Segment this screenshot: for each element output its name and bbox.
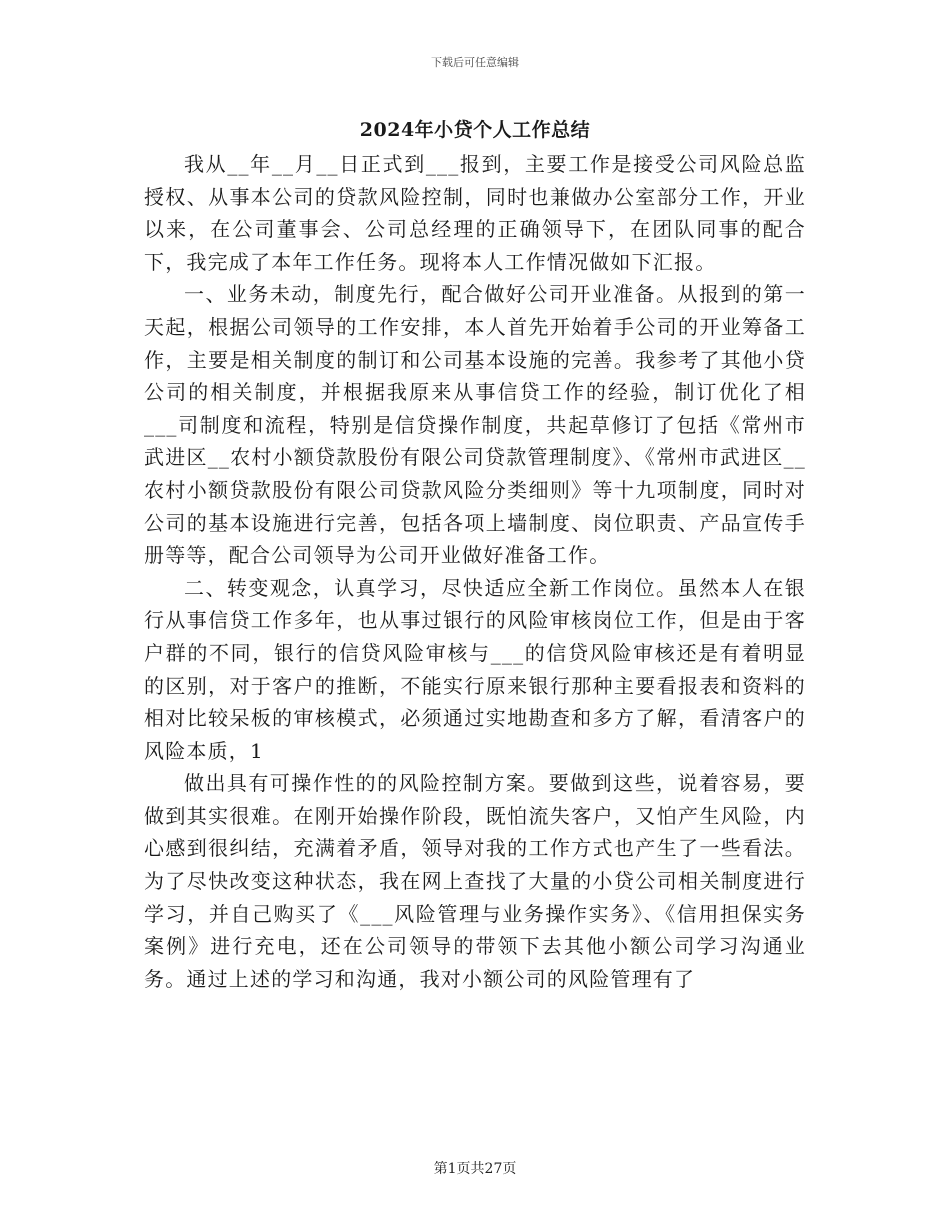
document-title: 2024年小贷个人工作总结 bbox=[359, 119, 591, 141]
document-body bbox=[144, 148, 806, 995]
paragraph-section-1: 一、业务未动，制度先行，配合做好公司开业准备。从报到的第一天起，根据公司领导的工作安排，本人首先开始着手公司的开业筹备工作，主要是相关制度的制订和公司基本设施的完善。我参考了其他小贷公司的相关制度，并根据我原来从事信贷工作的经验，制订优化了相___司制度和流程，特别是信贷操作制度，共起草修订了包括《常州市武进区__农村小额贷款股份有限公司贷款管理制度》、《常州市武进区__农村小额贷款股份有限公司贷款风险分类细则》等十九项制度，同时对公司的基本设施进行完善，包括各项上墙制度、岗位职责、产品宣传手册等等，配合公司领导为公司开业做好准备工作。 bbox=[144, 282, 806, 568]
paragraph-section-2: 二、转变观念，认真学习，尽快适应全新工作岗位。虽然本人在银行从事信贷工作多年，也从事过银行的风险审核岗位工作，但是由于客户群的不同，银行的信贷风险审核与___的信贷风险审核还是有着明显的区别，对于客户的推断，不能实行原来银行那种主要看报表和资料的相对比较呆板的审核模式，必须通过实地勘查和多方了解，看清客户的风险本质，1 bbox=[144, 575, 806, 763]
paragraph-continuation: 做出具有可操作性的的风险控制方案。要做到这些，说着容易，要做到其实很难。在刚开始操作阶段，既怕流失客户，又怕产生风险，内心感到很纠结，充满着矛盾，领导对我的工作方式也产生了一些看法。为了尽快改变这种状态，我在网上查找了大量的小贷公司相关制度进行学习，并自己购买了《___风险管理与业务操作实务》、《信用担保实务案例》进行充电，还在公司领导的带领下去其他小额公司学习沟通业务。通过上述的学习和沟通，我对小额公司的风险管理有了 bbox=[144, 771, 806, 991]
paragraph-intro: 我从__年__月__日正式到___报到，主要工作是接受公司风险总监授权、从事本公司的贷款风险控制，同时也兼做办公室部分工作，开业以来，在公司董事会、公司总经理的正确领导下，在团队同事的配合下，我完成了本年工作任务。现将本人工作情况做如下汇报。 bbox=[144, 152, 806, 274]
page-number: 第1页共27页 bbox=[433, 1161, 517, 1177]
header-note: 下载后可任意编辑 bbox=[431, 56, 519, 69]
